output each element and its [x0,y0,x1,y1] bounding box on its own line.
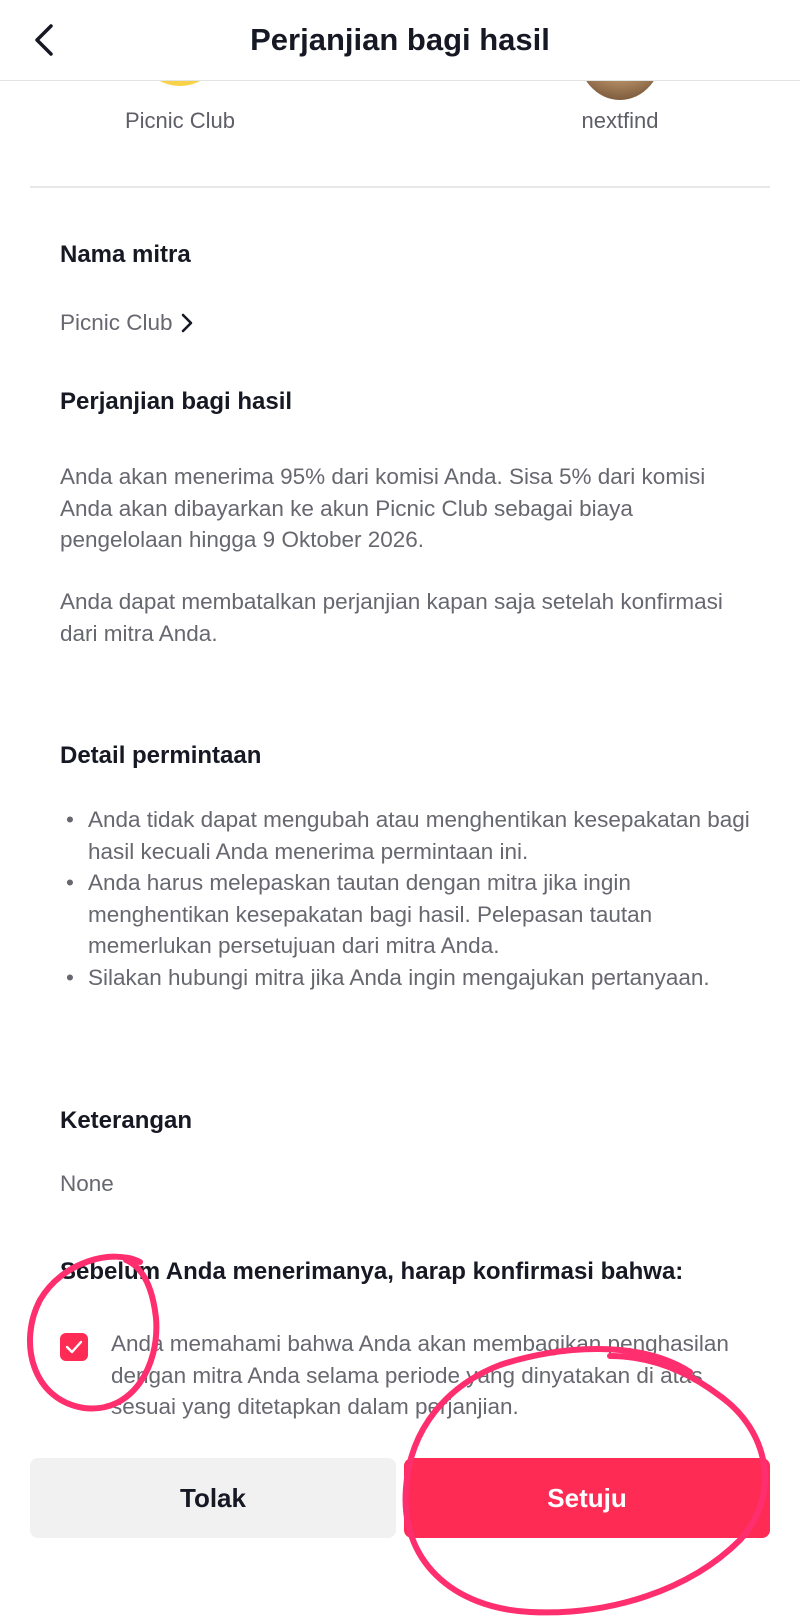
partner-name: Picnic Club [60,310,173,335]
agreement-section-title: Perjanjian bagi hasil [60,388,293,415]
details-section-title: Detail permintaan [60,742,262,769]
agreement-paragraph-2: Anda dapat membatalkan perjanjian kapan saja setelah konfirmasi dari mitra Anda. [60,589,723,646]
top-bar [0,0,800,81]
agreement-paragraph-1: Anda akan menerima 95% dari komisi Anda. Sisa 5% dari komisi Anda akan dibayarkan ke akun Picnic Club sebagai biaya pengelolaan hingga 9 Oktober 2026. [60,464,706,552]
confirm-checkbox[interactable] [60,1333,88,1361]
partner-link[interactable] [60,310,193,336]
partner-section-title: Nama mitra [60,241,191,268]
list-item: • Silakan hubungi mitra jika Anda ingin mengajukan pertanyaan. [60,962,750,994]
details-list [60,804,750,993]
divider [30,186,770,188]
page-title: Perjanjian bagi hasil [250,22,550,57]
reject-button[interactable]: Tolak [30,1458,396,1538]
party-right-name: nextfind [581,108,659,133]
chevron-right-icon [181,313,193,333]
accept-button[interactable]: Setuju [404,1458,770,1538]
confirmation-title: Sebelum Anda menerimanya, harap konfirmasi bahwa: [60,1258,684,1285]
remarks-section-title: Keterangan [60,1107,193,1134]
party-left [70,80,290,190]
list-item: • Anda tidak dapat mengubah atau menghentikan kesepakatan bagi hasil kecuali Anda menerima permintaan ini. [60,804,750,867]
footer-bar [0,1432,800,1624]
remarks-value: None [60,1171,114,1196]
party-right [510,80,730,190]
avatar [577,80,663,100]
party-left-name: Picnic Club [124,108,236,133]
confirm-text: Anda memahami bahwa Anda akan membagikan penghasilan dengan mitra Anda selama periode yang dinyatakan di atas sesuai yang ditetapkan dalam perjanjian. [111,1331,729,1419]
list-item: • Anda harus melepaskan tautan dengan mitra jika ingin menghentikan kesepakatan bagi hasil. Pelepasan tautan memerlukan persetujuan dari mitra Anda. [60,867,750,962]
checkmark-icon [65,1340,83,1354]
